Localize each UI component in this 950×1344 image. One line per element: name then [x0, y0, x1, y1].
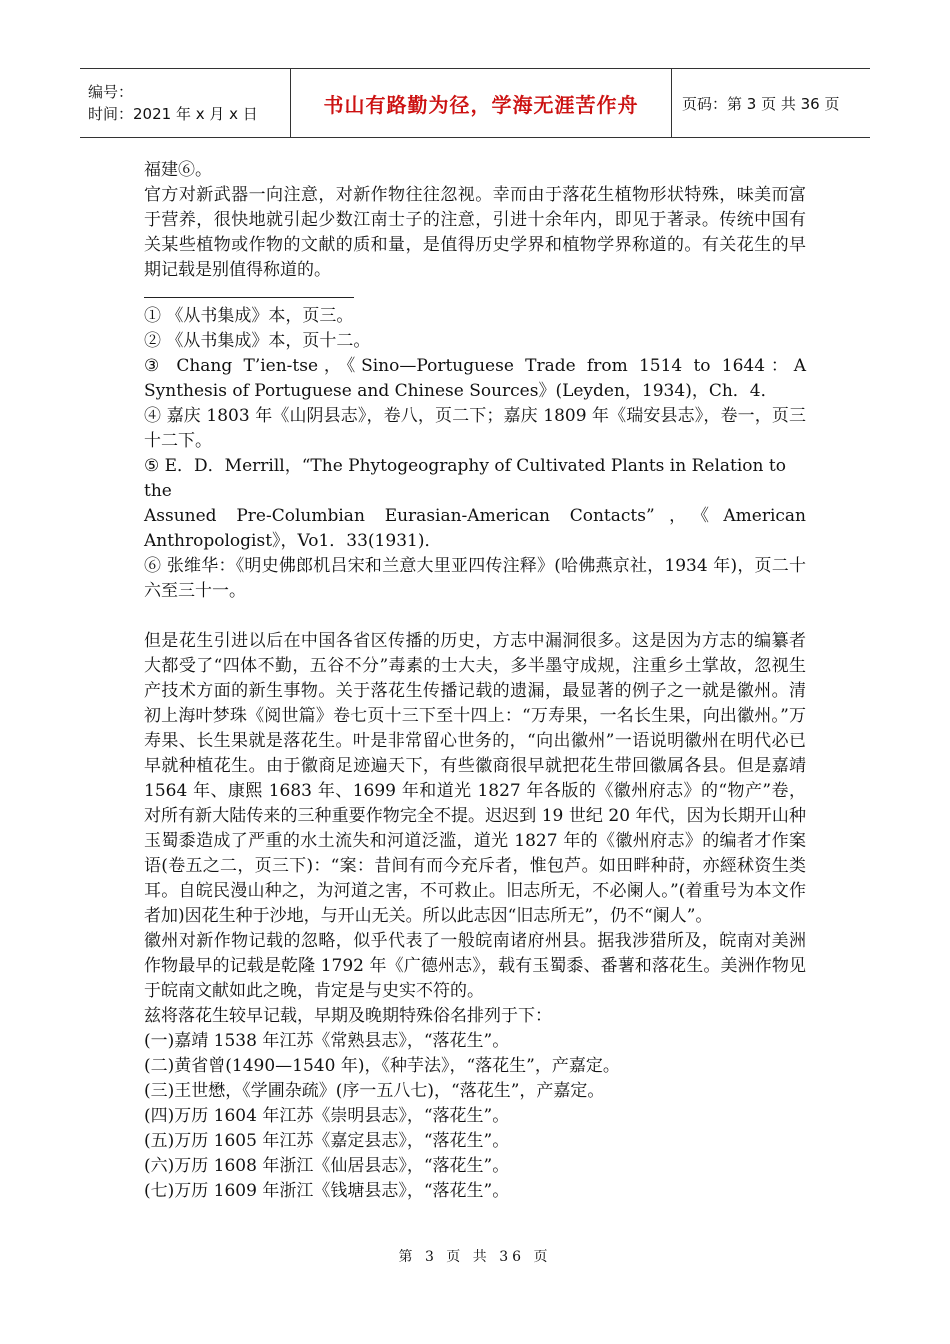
page-content	[144, 158, 806, 1204]
footnote-5-line-2: Assuned Pre-Columbian Eurasian-American Contacts”，《American	[144, 506, 806, 526]
footnote-4: ④ 嘉庆 1803 年《山阴县志》，卷八，页二下；嘉庆 1809 年《瑞安县志》，卷一，页三十二下。	[144, 406, 806, 451]
document-number-label: 编号：	[88, 83, 134, 101]
list-item: (二)黄省曾(1490—1540 年)，《种芋法》，“落花生”，产嘉定。	[144, 1056, 620, 1076]
footnote-1: ① 《从书集成》本，页三。	[144, 306, 354, 326]
footnote-separator	[144, 297, 354, 298]
header-meta	[80, 69, 291, 137]
page-footer: 第 3 页 共 36 页	[398, 1249, 552, 1265]
paragraph-intro: 官方对新武器一向注意，对新作物往往忽视。幸而由于落花生植物形状特殊，味美而富于营养，很快地就引起少数江南士子的注意，引进十余年内，即见于著录。传统中国有关某些植物或作物的文献的质和量，是值得历史学界和植物学界称道的。有关花生的早期记载是别值得称道的。	[144, 185, 806, 280]
list-item: (七)万历 1609 年浙江《钱塘县志》，“落花生”。	[144, 1181, 510, 1201]
footnote-6: ⑥ 张维华：《明史佛郎机吕宋和兰意大里亚四传注释》(哈佛燕京社，1934 年)，页二十六至三十一。	[144, 556, 806, 601]
list-item: (六)万历 1608 年浙江《仙居县志》，“落花生”。	[144, 1156, 510, 1176]
document-date: 时间：2021 年 x 月 x 日	[88, 105, 258, 123]
footnotes	[144, 304, 806, 604]
list-item: (一)嘉靖 1538 年江苏《常熟县志》，“落花生”。	[144, 1031, 510, 1051]
list-item: (四)万历 1604 年江苏《崇明县志》，“落花生”。	[144, 1106, 510, 1126]
list-item: (五)万历 1605 年江苏《嘉定县志》，“落花生”。	[144, 1131, 510, 1151]
records-list	[144, 1029, 806, 1204]
header-page-info: 页码：第 3 页 共 36 页	[682, 94, 840, 113]
paragraph-wannan: 徽州对新作物记载的忽略，似乎代表了一般皖南诸府州县。据我涉猎所及，皖南对美洲作物最早的记载是乾隆 1792 年《广德州志》，载有玉蜀黍、番薯和落花生。美洲作物见于皖南文献如此之晚，肯定是与史实不符的。	[144, 931, 806, 1001]
header-motto: 书山有路勤为径，学海无涯苦作舟	[291, 69, 672, 137]
paragraph-huizhou: 但是花生引进以后在中国各省区传播的历史，方志中漏洞很多。这是因为方志的编纂者大都受了“四体不勤，五谷不分”毒素的士大夫，多半墨守成规，注重乡土掌故，忽视生产技术方面的新生事物。关于落花生传播记载的遗漏，最显著的例子之一就是徽州。清初上海叶梦珠《阅世篇》卷七页十三下至十四上：“万寿果，一名长生果，向出徽州。”万寿果、长生果就是落花生。叶是非常留心世务的，“向出徽州”一语说明徽州在明代必已早就种植花生。由于徽商足迹遍天下，有些徽商很早就把花生带回徽属各县。但是嘉靖 1564 年、康熙 1683 年、1699 年和道光 1827 年各版的《徽州府志》的“物产”卷，对所有新大陆传来的三种重要作物完全不提。迟迟到 19 世纪 20 年代，因为长期开山种玉蜀黍造成了严重的水土流失和河道泛滥，道光 1827 年的《徽州府志》的编者才作案语(卷五之二，页三下)：“案：昔间有而今充斥者，惟包芦。如田畔种莳，亦經秫资生类耳。自皖民漫山种之，为河道之害，不可救止。旧志所无，不必阑人。”(着重号为本文作者加)因花生种于沙地，与开山无关。所以此志因“旧志所无”，仍不“阑人”。	[144, 631, 806, 926]
paragraph-list-intro: 兹将落花生较早记载，早期及晚期特殊俗名排列于下：	[144, 1006, 552, 1026]
footnote-3: ③ Chang T’ien-tse，《Sino—Portuguese Trade from 1514 to 1644：A Synthesis of Portuguese and Chinese Sources》(Leyden，1934)，Ch．4．	[144, 356, 806, 401]
page-header	[80, 68, 870, 138]
footnote-5-line-1: ⑤ E．D．Merrill，“The Phytogeography of Cultivated Plants in Relation to the	[144, 456, 786, 501]
list-item: (三)王世懋，《学圃杂疏》(序一五八七)，“落花生”，产嘉定。	[144, 1081, 605, 1101]
footnote-5-line-3: Anthropologist》，Vo1．33(1931)．	[144, 531, 442, 551]
footnote-5	[144, 454, 806, 554]
footnote-2: ② 《从书集成》本，页十二。	[144, 331, 371, 351]
paragraph-continued: 福建⑥。	[144, 160, 212, 180]
paragraph-gap	[144, 604, 806, 629]
